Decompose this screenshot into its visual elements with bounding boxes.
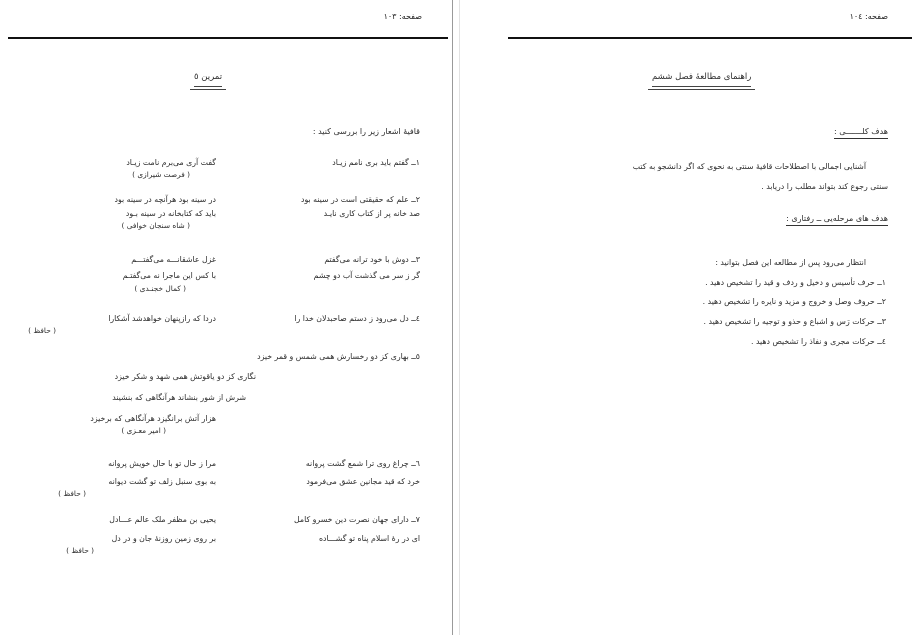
verse-line: ٤ــ دل می‌رود ز دستم صاحبدلان خدا را (294, 314, 420, 323)
objective-item: ١ــ حرف تأسیس و دخیل و ردف و قید را تشخیص دهید . (705, 278, 886, 287)
poet-source: ( حافظ ) (28, 326, 56, 335)
verse-line: ٢ــ علم که حقیقتی است در سینه بود (300, 195, 420, 204)
poet-source: ( شاه سنجان خوافی ) (121, 221, 190, 230)
verse-line: صد خانه پر از کتاب کاری نایـد (323, 209, 420, 218)
poet-source: ( فرصت شیرازی ) (132, 170, 190, 179)
verse-line: با کس این ماجرا نه می‌گفتـم (122, 271, 216, 280)
exercise-title: تمرین ٥ (194, 72, 222, 87)
objective-item: ٤ــ حرکات مجری و نفاذ را تشخیص دهید . (751, 337, 886, 346)
verse-line: شرش از شور بنشاند هرآنگاهی که بنشیند (112, 393, 246, 402)
verse-line: در سینه بود هرآنچه در سینه بود (114, 195, 216, 204)
verse-line: غزل عاشقانـــه می‌گفتـــم (131, 255, 216, 264)
verse-line: باید که کتابخانه در سینه بـود (125, 209, 216, 218)
left-page (0, 0, 456, 635)
intro-line: انتظار می‌رود پس از مطالعه این فصل بتوانید : (715, 258, 866, 267)
verse-line: ای در رهٔ اسلام پناه تو گشـــاده (318, 534, 420, 543)
right-page (462, 0, 922, 635)
verse-line: خرد که قید مجانین عشق می‌فرمود (306, 477, 420, 486)
chapter-guide-title: راهنمای مطالعهٔ فصل ششم (652, 72, 751, 87)
objective-item: ٢ــ حروف وصل و خروج و مزید و نایره را تشخیص دهید . (702, 297, 886, 306)
page-number: صفحه: ١٠٣ (383, 12, 422, 21)
verse-line: ٣ــ دوش با خود ترانه می‌گفتم (324, 255, 420, 264)
verse-line: ٦ــ چراغ روی ترا شمع گشت پروانه (305, 459, 420, 468)
stage-goals-heading: هدف های مرحله‌یی ــ رفتاری : (786, 214, 888, 226)
verse-line: دردا که رازپنهان خواهدشد آشکارا (108, 314, 216, 323)
verse-line: مرا ز حال تو با حال خویش پروانه (108, 459, 216, 468)
verse-line: یحیی بن مظفر ملک عالم عـــادل (109, 515, 216, 524)
poet-source: ( حافظ ) (58, 489, 86, 498)
verse-line: ٥ــ بهاری کز دو رخسارش همی شمس و قمر خیزد (257, 352, 420, 361)
goal-text-line: سنتی رجوع کند بتواند مطلب را دریابد . (761, 182, 888, 191)
poet-source: ( امیر معـزی ) (121, 426, 166, 435)
instruction-text: قافیهٔ اشعار زیر را بررسی کنید : (312, 127, 420, 136)
verse-line: هزار آتش برانگیزد هرآنگاهی که برخیزد (90, 414, 216, 423)
verse-line: بر روی زمین روزنهٔ جان و در دل (111, 534, 216, 543)
goal-heading: هدف کلـــــــی : (834, 127, 888, 139)
poet-source: ( حافظ ) (66, 546, 94, 555)
verse-line: ٧ــ دارای جهان نصرت دین خسرو کامل (294, 515, 420, 524)
poet-source: ( کمال خجنـدی ) (134, 284, 186, 293)
page-number: صفحه: ١٠٤ (849, 12, 888, 21)
goal-text-line: آشنایی اجمالی با اصطلاحات قافیهٔ سنتی به نحوی که اگر دانشجو به کتب (632, 162, 866, 171)
verse-line: به بوی سنبل زلف تو گشت دیوانه (108, 477, 216, 486)
verse-line: ١ــ گفتم باید بری نامم زیـاد (332, 158, 420, 167)
header-rule (508, 37, 912, 39)
header-rule (8, 37, 448, 39)
verse-line: گفت آری می‌برم نامت زیـاد (126, 158, 216, 167)
verse-line: نگاری کز دو یاقوتش همی شهد و شکر خیزد (114, 372, 256, 381)
verse-line: گر ز سر می گذشت آب دو چشم (313, 271, 420, 280)
objective-item: ٣ــ حرکات رَس و اشباع و حذو و توجیه را تشخیص دهید . (703, 317, 886, 326)
